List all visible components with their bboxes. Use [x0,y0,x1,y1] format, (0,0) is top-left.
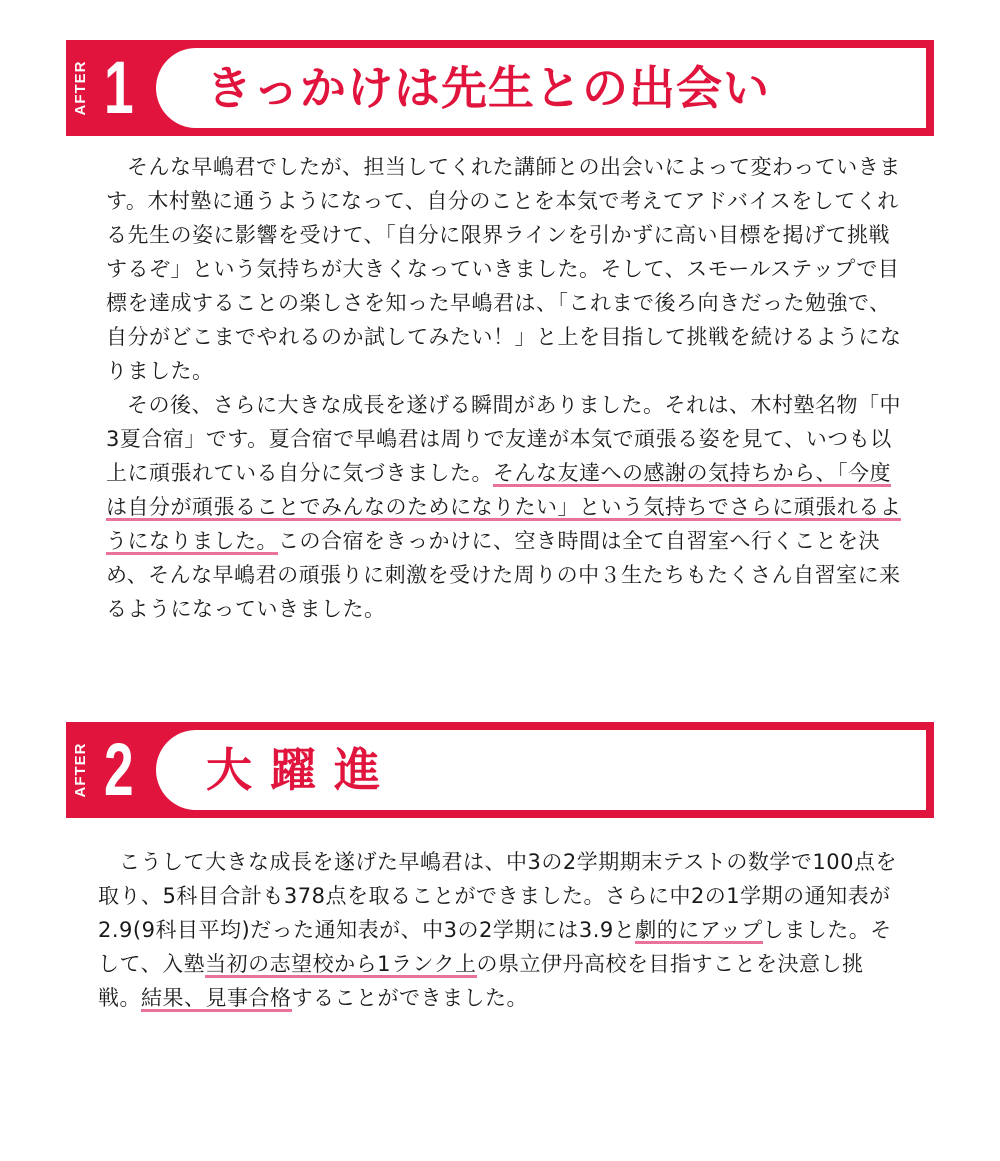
text-segment: その後、さらに大きな成長を遂げる瞬間がありました。それは、木村塾名物「中3夏合宿」です。夏合宿で早嶋君は周りで友達が本気で頑張る姿を見て、いつも以上に頑張れている自分に気づきました。 [106,393,901,485]
paragraph [106,388,906,626]
paragraph [106,150,906,388]
text-segment: することができました。 [291,986,528,1010]
text-segment: この合宿をきっかけに、空き時間は全て自習室へ行くことを決め、そんな早嶋君の頑張りに刺激を受けた周りの中３生たちもたくさん自習室に来るようになっていきました。 [106,529,901,621]
text-segment: しました。そして、入塾 [98,918,892,976]
section-number: 2 [104,728,134,811]
highlighted-text: そんな友達への感謝の気持ちから、「今度は自分が頑張ることでみんなのためになりたい」という気持ちでさらに頑張れるようになりました。 [106,461,902,553]
after-tag [66,40,156,136]
highlighted-text: 当初の志望校から1ランク上 [205,952,477,976]
section-1-header [66,40,934,136]
section-1-body [106,150,906,626]
section-number: 1 [104,46,134,129]
section-title: 大 躍 進 [206,743,382,797]
text-segment: の県立伊丹高校を目指すことを決意し挑戦。 [98,952,864,1010]
section-2-body [98,845,906,1015]
text-segment: こうして大きな成長を遂げた早嶋君は、中3の2学期期末テストの数学で100点を取り、5科目合計も378点を取ることができました。さらに中2の1学期の通知表が2.9(9科目平均)だった通知表が、中3の2学期には3.9と [98,850,897,942]
after-tag [66,722,156,818]
after-label: AFTER [72,60,89,116]
highlighted-text: 結果、見事合格 [141,986,292,1010]
section-2-header [66,722,934,818]
text-segment: そんな早嶋君でしたが、担当してくれた講師との出会いによって変わっていきます。木村塾に通うようになって、自分のことを本気で考えてアドバイスをしてくれる先生の姿に影響を受けて、「自分に限界ラインを引かずに高い目標を掲げて挑戦するぞ」という気持ちが大きくなっていきました。そして、スモールステップで目標を達成することの楽しさを知った早嶋君は、「これまで後ろ向きだった勉強で、自分がどこまでやれるのか試してみたい！」と上を目指して挑戦を続けるようになりました。 [106,155,902,383]
paragraph [98,845,906,1015]
section-title: きっかけは先生との出会い [206,61,770,115]
after-label: AFTER [72,742,89,798]
highlighted-text: 劇的にアップ [635,918,763,942]
